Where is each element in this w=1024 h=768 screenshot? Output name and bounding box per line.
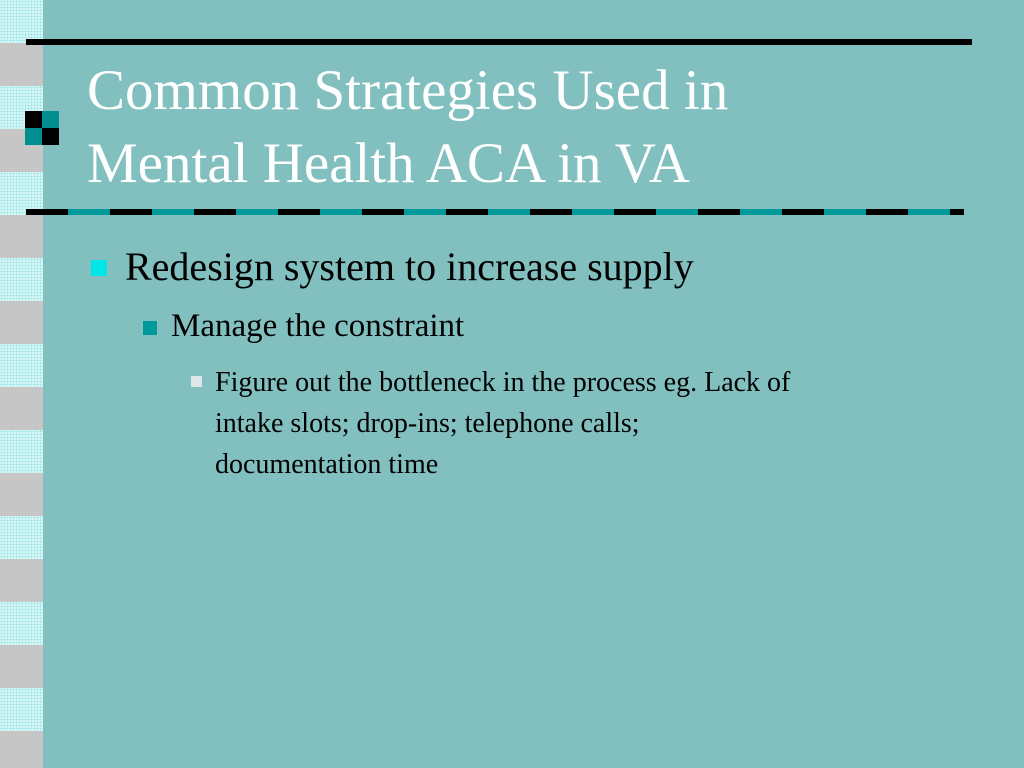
pattern-tile: [0, 688, 43, 731]
bullet-text: Redesign system to increase supply: [125, 244, 694, 289]
pattern-tile: [0, 516, 43, 559]
square-bullet-icon: [143, 321, 157, 335]
bullet-text-line: documentation time: [215, 449, 439, 480]
top-rule-line: [26, 39, 972, 45]
square-bullet-icon: [91, 260, 107, 276]
slide-title: [87, 54, 967, 200]
title-line: Mental Health ACA in VA: [87, 132, 690, 195]
bullet-text-line: Figure out the bottleneck in the process eg. Lack of: [215, 367, 791, 398]
pattern-tile: [0, 0, 43, 43]
bullet-text: [215, 362, 935, 485]
title-checker-icon: [25, 111, 59, 145]
pattern-tile: [0, 344, 43, 387]
pattern-tile: [0, 430, 43, 473]
pattern-tile: [0, 258, 43, 301]
pattern-tile: [0, 602, 43, 645]
bullet-text: Manage the constraint: [171, 308, 465, 344]
dashed-divider-line: [26, 209, 964, 215]
bullet-text-line: intake slots; drop-ins; telephone calls;: [215, 408, 640, 439]
square-bullet-icon: [191, 376, 202, 387]
title-line: Common Strategies Used in: [87, 59, 729, 122]
